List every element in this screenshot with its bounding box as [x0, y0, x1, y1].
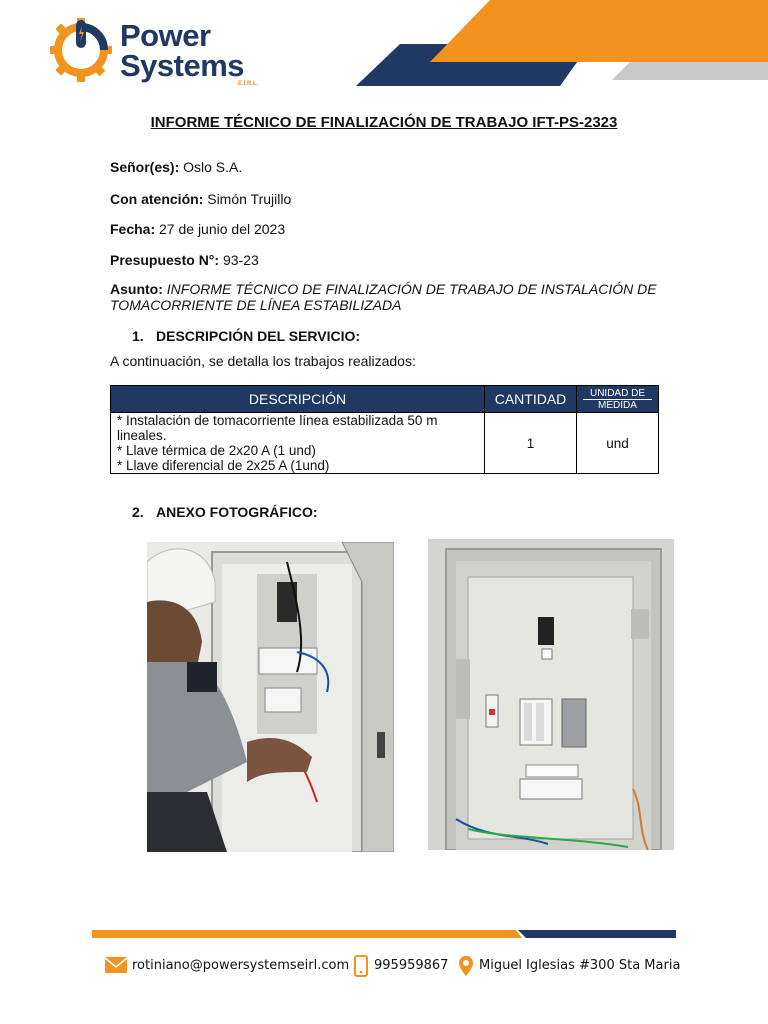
field-asunto-value: INFORME TÉCNICO DE FINALIZACIÓN DE TRABAJO DE INSTALACIÓN DE TOMACORRIENTE DE LÍNEA ESTABILIZADA	[110, 281, 657, 313]
section-title: ANEXO FOTOGRÁFICO:	[156, 504, 318, 520]
company-logo	[48, 14, 268, 86]
row-description	[111, 413, 485, 474]
power-gear-icon	[48, 16, 114, 84]
field-presupuesto	[110, 252, 259, 268]
contact-address-text: Miguel Iglesias #300 Sta Maria	[479, 958, 681, 973]
field-senores	[110, 159, 242, 175]
field-asunto	[110, 281, 670, 313]
intro-text: A continuación, se detalla los trabajos realizados:	[110, 353, 416, 369]
contact-email-text[interactable]: rotiniano@powersystemseirl.com	[132, 958, 350, 973]
contact-phone-text[interactable]: 995959867	[374, 958, 449, 973]
header-unidad-line2: MEDIDA	[598, 399, 637, 411]
field-asunto-label: Asunto:	[110, 281, 163, 297]
photo-technician-panel	[147, 542, 394, 852]
envelope-icon	[104, 955, 128, 975]
location-pin-icon	[458, 955, 474, 977]
section-heading-photos	[132, 504, 318, 520]
report-title: INFORME TÉCNICO DE FINALIZACIÓN DE TRABAJO IFT-PS-2323	[150, 114, 618, 131]
field-atencion-label: Con atención:	[110, 191, 204, 207]
header-descripcion: DESCRIPCIÓN	[111, 386, 485, 413]
field-atencion	[110, 191, 291, 207]
section-number: 1.	[132, 328, 144, 344]
logo-text-power: Power	[120, 18, 211, 53]
logo-text-systems: Systems	[120, 48, 245, 83]
header-unidad-line1: UNIDAD DE	[583, 388, 652, 400]
logo-suffix: E.I.R.L.	[238, 81, 259, 87]
field-presupuesto-value: 93-23	[222, 252, 259, 268]
field-atencion-value: Simón Trujillo	[207, 191, 292, 207]
field-senores-value: Oslo S.A.	[183, 159, 243, 175]
table-row	[111, 413, 659, 474]
field-fecha	[110, 221, 285, 237]
description-line: * Llave diferencial de 2x25 A (1und)	[117, 458, 330, 473]
services-table	[110, 385, 659, 474]
section-number: 2.	[132, 504, 144, 520]
header-unidad-medida	[577, 386, 659, 413]
row-cantidad: 1	[485, 413, 577, 474]
field-fecha-label: Fecha:	[110, 221, 156, 237]
table-header-row	[111, 386, 659, 413]
section-heading-description	[132, 328, 360, 344]
footer-decoration	[0, 926, 768, 940]
header-cantidad: CANTIDAD	[485, 386, 577, 413]
mobile-phone-icon	[354, 955, 368, 977]
field-fecha-value: 27 de junio del 2023	[159, 221, 286, 237]
field-presupuesto-label: Presupuesto N°:	[110, 252, 220, 268]
field-senores-label: Señor(es):	[110, 159, 180, 175]
description-line: * Instalación de tomacorriente línea estabilizada 50 m lineales.	[117, 413, 438, 443]
row-unidad: und	[577, 413, 659, 474]
description-line: * Llave térmica de 2x20 A (1 und)	[117, 443, 316, 458]
photo-electrical-panel	[428, 539, 674, 850]
section-title: DESCRIPCIÓN DEL SERVICIO:	[156, 328, 361, 344]
